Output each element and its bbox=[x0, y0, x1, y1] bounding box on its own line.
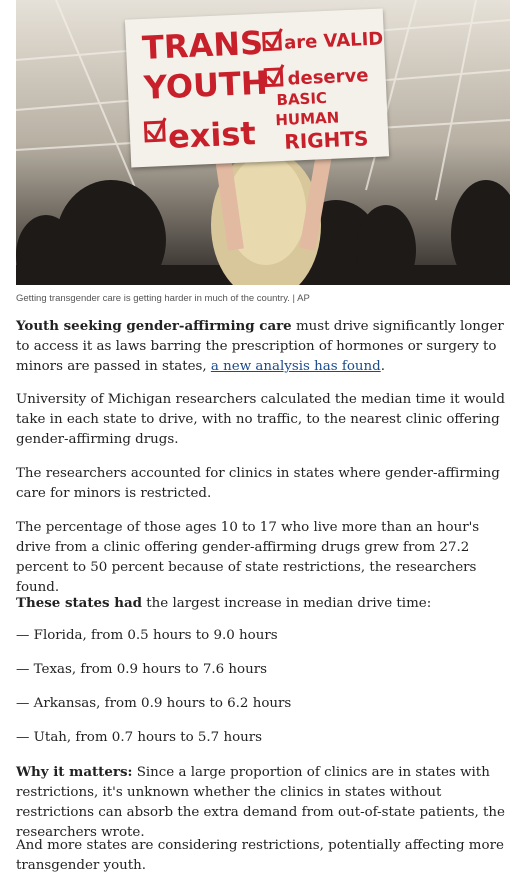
sign-text-human: HUMAN bbox=[275, 108, 340, 130]
list-item-arkansas: — Arkansas, from 0.9 hours to 6.2 hours bbox=[16, 696, 292, 711]
paragraph-intro bbox=[16, 316, 510, 377]
paragraph-why-it-matters bbox=[16, 762, 510, 843]
intro-text: must drive significantly longer to access it as laws barring the prescription of hormones or surgery to minors are passed in states, bbox=[16, 319, 504, 374]
protest-sign bbox=[125, 8, 389, 167]
list-item-florida: — Florida, from 0.5 hours to 9.0 hours bbox=[16, 628, 278, 643]
sign-text-valid: are VALID bbox=[283, 28, 384, 54]
paragraph-percentage: The percentage of those ages 10 to 17 who live more than an hour's drive from a clinic offering gender-affirming drugs grew from 27.2 percent to 50 percent because of state restrictions, the researchers found. bbox=[16, 520, 480, 595]
article-photo bbox=[16, 0, 510, 285]
sign-text-rights: RIGHTS bbox=[283, 126, 369, 154]
list-item-texas: — Texas, from 0.9 hours to 7.6 hours bbox=[16, 662, 267, 677]
sign-text-deserve: deserve bbox=[287, 65, 369, 90]
paragraph-states-lead bbox=[16, 593, 510, 614]
states-lead: These states had bbox=[16, 595, 143, 611]
paragraph-clinics: The researchers accounted for clinics in states where gender-affirming care for minors is restricted. bbox=[16, 466, 500, 501]
states-text: the largest increase in median drive time: bbox=[142, 596, 432, 611]
intro-lead: Youth seeking gender-affirming care bbox=[16, 318, 292, 334]
analysis-link[interactable]: a new analysis has found bbox=[210, 359, 381, 374]
paragraph-methodology: University of Michigan researchers calculated the median time it would take in each state to drive, with no traffic, to the nearest clinic offering gender-affirming drugs. bbox=[16, 392, 505, 447]
article bbox=[16, 0, 510, 873]
photo-caption: Getting transgender care is getting harder in much of the country. | AP bbox=[16, 293, 310, 304]
sign-text-youth: YOUTH bbox=[143, 63, 269, 107]
sign-text-basic: BASIC bbox=[276, 88, 328, 110]
protest-sign-lettering bbox=[125, 8, 389, 167]
intro-tail: . bbox=[380, 359, 385, 374]
sign-text-trans: TRANS bbox=[141, 23, 264, 67]
paragraph-more-states: And more states are considering restrictions, potentially affecting more transgender youth. bbox=[16, 838, 504, 873]
sign-text-exist: exist bbox=[167, 114, 257, 156]
why-text: Since a large proportion of clinics are in states with restrictions, it's unknown whether the clinics in states without restrictions can absorb the extra demand from out-of-state patients, the researchers wrote. bbox=[16, 765, 505, 840]
why-lead: Why it matters: bbox=[16, 764, 133, 780]
list-item-utah: — Utah, from 0.7 hours to 5.7 hours bbox=[16, 730, 263, 745]
